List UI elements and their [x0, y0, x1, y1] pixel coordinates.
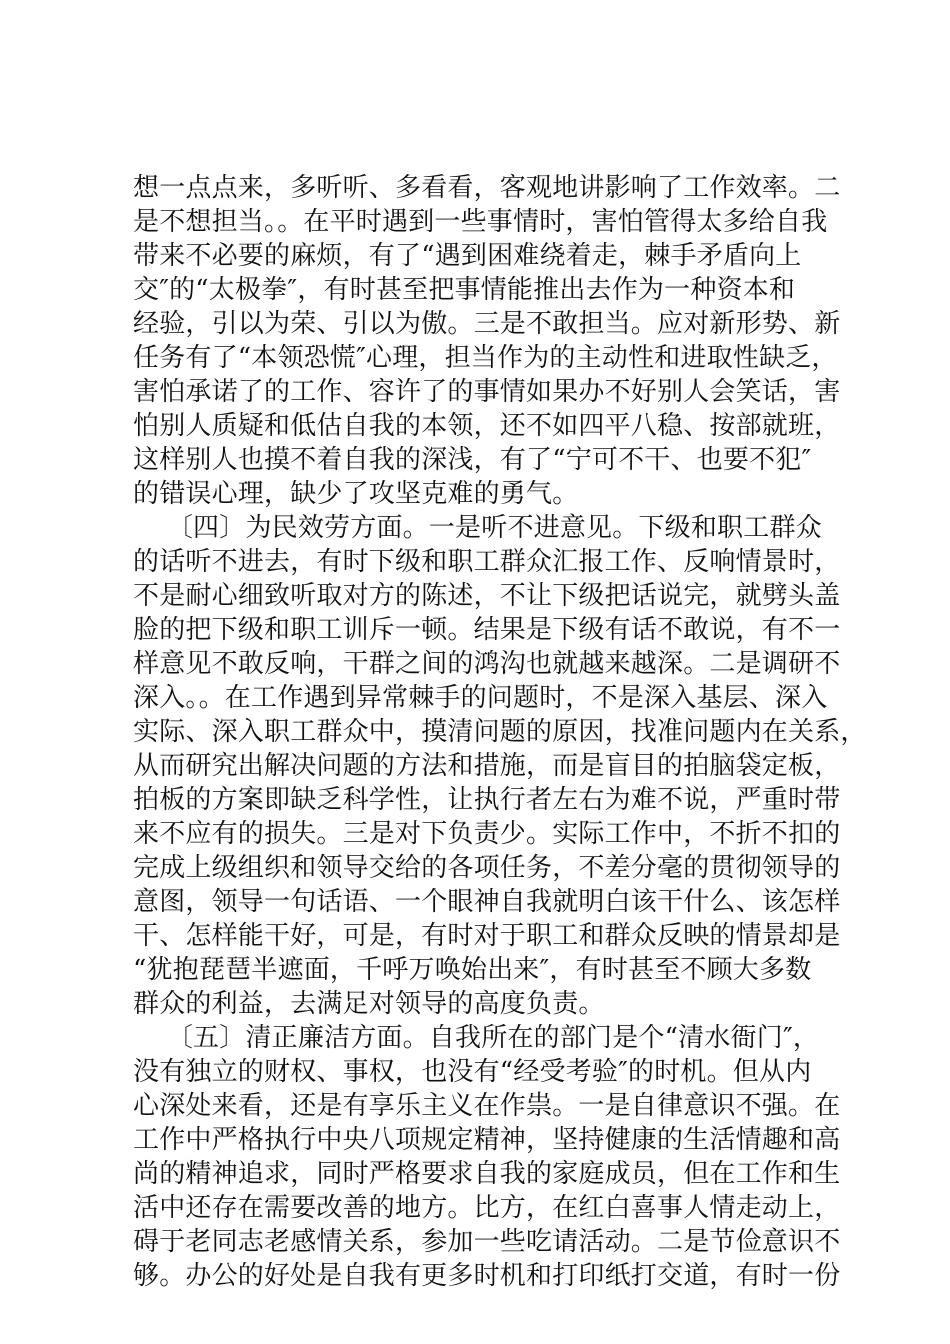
text-line: 意图，领导一句话语、一个眼神自我就明白该干什么、该怎样 — [133, 887, 841, 917]
text-line: 尚的精神追求，同时严格要求自我的家庭成员，但在工作和生 — [133, 1159, 841, 1189]
text-line: 是不想担当。。在平时遇到一些事情时，害怕管得太多给自我 — [133, 207, 828, 237]
text-line: 工作中严格执行中央八项规定精神，坚持健康的生活情趣和高 — [133, 1125, 841, 1155]
text-line: 这样别人也摸不着自我的深浅，有了“宁可不干、也要不犯″ — [133, 445, 812, 475]
text-line: 怕别人质疑和低估自我的本领，还不如四平八稳、按部就班， — [133, 411, 841, 441]
text-line: 任务有了“本领恐慌″心理，担当作为的主动性和进取性缺乏， — [133, 343, 838, 373]
body-text — [133, 171, 867, 1293]
text-line: 够。办公的好处是自我有更多时机和打印纸打交道，有时一份 — [133, 1261, 841, 1291]
text-line: 心深处来看，还是有享乐主义在作祟。一是自律意识不强。在 — [133, 1091, 841, 1121]
text-line: 样意见不敢反响，干群之间的鸿沟也就越来越深。二是调研不 — [133, 649, 841, 679]
text-line: 经验，引以为荣、引以为傲。三是不敢担当。应对新形势、新 — [133, 309, 841, 339]
section-four-heading-line: 〔四〕为民效劳方面。一是听不进意见。下级和职工群众 — [133, 513, 822, 543]
text-line: 实际、深入职工群众中，摸清问题的原因，找准问题内在关系， — [133, 717, 867, 747]
text-line: “犹抱琵琶半遮面，千呼万唤始出来″，有时甚至不顾大多数 — [133, 955, 812, 985]
text-line: 深入。。在工作遇到异常棘手的问题时，不是深入基层、深入 — [133, 683, 828, 713]
text-line: 活中还存在需要改善的地方。比方，在红白喜事人情走动上， — [133, 1193, 841, 1223]
text-line: 干、怎样能干好，可是，有时对于职工和群众反映的情景却是 — [133, 921, 841, 951]
text-line: 的话听不进去，有时下级和职工群众汇报工作、反响情景时， — [133, 547, 841, 577]
text-line: 不是耐心细致听取对方的陈述，不让下级把话说完，就劈头盖 — [133, 581, 841, 611]
text-line: 的错误心理，缺少了攻坚克难的勇气。 — [133, 479, 579, 509]
text-line: 带来不必要的麻烦，有了“遇到困难绕着走，棘手矛盾向上 — [133, 241, 802, 271]
text-line: 来不应有的损失。三是对下负责少。实际工作中，不折不扣的 — [133, 819, 841, 849]
text-line: 碍于老同志老感情关系，参加一些吃请活动。二是节俭意识不 — [133, 1227, 841, 1257]
text-line: 害怕承诺了的工作、容许了的事情如果办不好别人会笑话，害 — [133, 377, 841, 407]
text-line: 完成上级组织和领导交给的各项任务，不差分毫的贯彻领导的 — [133, 853, 841, 883]
text-line: 没有独立的财权、事权，也没有“经受考验″的时机。但从内 — [133, 1057, 812, 1087]
text-line: 拍板的方案即缺乏科学性，让执行者左右为难不说，严重时带 — [133, 785, 841, 815]
text-line: 想一点点来，多听听、多看看，客观地讲影响了工作效率。二 — [133, 173, 841, 203]
section-five-heading-line: 〔五〕清正廉洁方面。自我所在的部门是个“清水衙门″， — [133, 1023, 820, 1053]
text-line: 群众的利益，去满足对领导的高度负责。 — [133, 989, 605, 1019]
text-line: 从而研究出解决问题的方法和措施，而是盲目的拍脑袋定板， — [133, 751, 841, 781]
text-line: 脸的把下级和职工训斥一顿。结果是下级有话不敢说，有不一 — [133, 615, 841, 645]
text-line: 交″的“太极拳″，有时甚至把事情能推出去作为一种资本和 — [133, 275, 796, 305]
